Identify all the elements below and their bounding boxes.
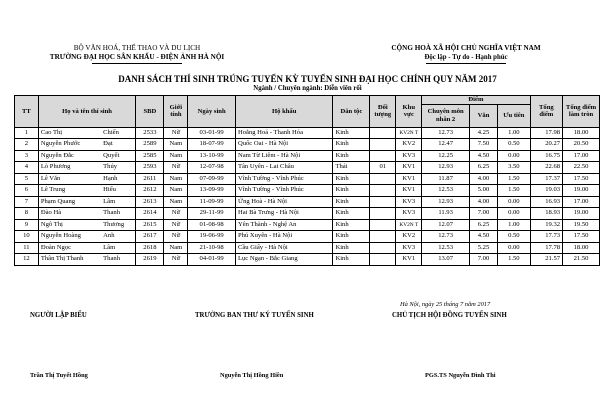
cell-total-score: 22.68 — [530, 162, 563, 174]
col-hometown: Hộ khẩu — [235, 96, 333, 128]
table-row — [15, 254, 600, 266]
cell-row-number: 4 — [15, 162, 39, 174]
cell-total-score: 19.03 — [530, 185, 563, 197]
cell-hometown: Cầu Giấy - Hà Nội — [235, 242, 333, 254]
cell-first-name: Lâm — [101, 196, 136, 208]
cell-literature-score: 6.25 — [469, 162, 497, 174]
col-score-group: Điểm — [422, 96, 530, 105]
cell-ethnicity: Kinh — [333, 173, 370, 185]
cell-literature-score: 7.00 — [469, 208, 497, 220]
cell-major-score: 11.87 — [422, 173, 470, 185]
cell-bonus-score: 0.50 — [498, 139, 531, 151]
motto: Độc lập - Tự do - Hạnh phúc — [424, 54, 508, 61]
cell-last-name: Nguyễn Phước — [38, 139, 101, 151]
cell-gender: Nữ — [164, 127, 188, 139]
cell-row-number: 8 — [15, 208, 39, 220]
document-date: Hà Nội, ngày 25 tháng 7 năm 2017 — [400, 301, 491, 308]
cell-last-name: Cao Thị — [38, 127, 101, 139]
cell-ethnicity: Kinh — [333, 231, 370, 243]
cell-first-name: Lâm — [101, 242, 136, 254]
cell-total-score: 20.27 — [530, 139, 563, 151]
cell-row-number: 1 — [15, 127, 39, 139]
cell-rounded-score: 20.50 — [563, 139, 600, 151]
cell-gender: Nam — [164, 150, 188, 162]
cell-date-of-birth: 04-01-99 — [188, 254, 236, 266]
cell-region: KV3 — [396, 208, 422, 220]
cell-hometown: Yên Thành - Nghệ An — [235, 219, 333, 231]
cell-total-score: 17.73 — [530, 231, 563, 243]
cell-gender: Nữ — [164, 162, 188, 174]
cell-candidate-number: 2612 — [136, 185, 164, 197]
cell-first-name: Thương — [101, 219, 136, 231]
cell-major-score: 12.07 — [422, 219, 470, 231]
cell-total-score: 19.32 — [530, 219, 563, 231]
cell-region: KV2N T — [396, 127, 422, 139]
cell-hometown: Vĩnh Tường - Vĩnh Phúc — [235, 185, 333, 197]
table-row — [15, 139, 600, 151]
signer-name-preparer: Trần Thị Tuyết Hồng — [30, 372, 88, 379]
cell-total-score: 16.93 — [530, 196, 563, 208]
col-tt: TT — [15, 96, 39, 128]
cell-gender: Nam — [164, 196, 188, 208]
col-region: Khu vực — [396, 96, 422, 128]
cell-date-of-birth: 03-01-99 — [188, 127, 236, 139]
cell-rounded-score: 19.00 — [563, 185, 600, 197]
cell-literature-score: 5.25 — [469, 242, 497, 254]
cell-major-score: 11.93 — [422, 208, 470, 220]
cell-candidate-number: 2533 — [136, 127, 164, 139]
cell-region: KV2 — [396, 231, 422, 243]
cell-hometown: Hoằng Hoá - Thanh Hóa — [235, 127, 333, 139]
cell-first-name: Thanh — [101, 208, 136, 220]
cell-bonus-score: 1.50 — [498, 185, 531, 197]
cell-gender: Nam — [164, 242, 188, 254]
cell-region: KV3 — [396, 196, 422, 208]
signer-name-chairman: PGS.TS Nguyễn Đình Thi — [425, 372, 496, 379]
col-ethnic: Dân tộc — [333, 96, 370, 128]
table-row — [15, 150, 600, 162]
cell-row-number: 12 — [15, 254, 39, 266]
cell-first-name: Quyết — [101, 150, 136, 162]
cell-priority-group: 01 — [370, 162, 396, 174]
cell-gender: Nữ — [164, 254, 188, 266]
cell-priority-group — [370, 254, 396, 266]
cell-ethnicity: Kinh — [333, 127, 370, 139]
cell-region: KV2N T — [396, 219, 422, 231]
cell-rounded-score: 22.50 — [563, 162, 600, 174]
cell-candidate-number: 2589 — [136, 139, 164, 151]
cell-region: KV2 — [396, 139, 422, 151]
signer-name-secretary: Nguyễn Thị Hồng Hiền — [220, 372, 284, 379]
table-row — [15, 242, 600, 254]
cell-priority-group — [370, 231, 396, 243]
cell-region: KV3 — [396, 242, 422, 254]
cell-date-of-birth: 01-08-98 — [188, 219, 236, 231]
cell-ethnicity: Thái — [333, 162, 370, 174]
cell-bonus-score: 1.50 — [498, 173, 531, 185]
cell-region: KV3 — [396, 150, 422, 162]
header-row — [15, 96, 600, 105]
col-rounded: Tổng điểm làm tròn — [563, 96, 600, 128]
cell-rounded-score: 21.50 — [563, 254, 600, 266]
cell-ethnicity: Kinh — [333, 139, 370, 151]
col-gender: Giới tính — [164, 96, 188, 128]
table-row — [15, 173, 600, 185]
cell-ethnicity: Kinh — [333, 254, 370, 266]
cell-last-name: Đào Hà — [38, 208, 101, 220]
cell-candidate-number: 2593 — [136, 162, 164, 174]
cell-last-name: Thân Thị Thanh — [38, 254, 101, 266]
cell-major-score: 12.93 — [422, 162, 470, 174]
header-right-rule — [426, 63, 506, 64]
signature-title-chairman: CHỦ TỊCH HỘI ĐỒNG TUYỂN SINH — [392, 312, 507, 319]
cell-candidate-number: 2585 — [136, 150, 164, 162]
cell-last-name: Ngô Thị — [38, 219, 101, 231]
cell-bonus-score: 0.00 — [498, 150, 531, 162]
cell-gender: Nữ — [164, 219, 188, 231]
table-row — [15, 196, 600, 208]
cell-priority-group — [370, 185, 396, 197]
cell-first-name: Đạt — [101, 139, 136, 151]
cell-ethnicity: Kinh — [333, 185, 370, 197]
cell-priority-group — [370, 219, 396, 231]
cell-major-score: 12.53 — [422, 242, 470, 254]
cell-row-number: 3 — [15, 150, 39, 162]
cell-date-of-birth: 19-06-99 — [188, 231, 236, 243]
cell-last-name: Phạm Quang — [38, 196, 101, 208]
cell-priority-group — [370, 150, 396, 162]
cell-candidate-number: 2618 — [136, 242, 164, 254]
cell-rounded-score: 18.00 — [563, 127, 600, 139]
cell-literature-score: 4.00 — [469, 196, 497, 208]
cell-region: KV1 — [396, 254, 422, 266]
col-total: Tổng điểm — [530, 96, 563, 128]
document-subtitle: Ngành / Chuyên ngành: Diễn viên rối — [253, 85, 362, 92]
col-name: Họ và tên thí sinh — [38, 96, 135, 128]
cell-date-of-birth: 12-07-98 — [188, 162, 236, 174]
col-bonus: Ưu tiên — [498, 104, 531, 127]
cell-row-number: 7 — [15, 196, 39, 208]
table-row — [15, 162, 600, 174]
cell-row-number: 6 — [15, 185, 39, 197]
cell-ethnicity: Kinh — [333, 196, 370, 208]
cell-major-score: 12.25 — [422, 150, 470, 162]
cell-first-name: Hạnh — [101, 173, 136, 185]
cell-first-name: Hiếu — [101, 185, 136, 197]
cell-rounded-score: 17.50 — [563, 231, 600, 243]
cell-gender: Nam — [164, 139, 188, 151]
cell-last-name: Lê Văn — [38, 173, 101, 185]
header-left — [22, 44, 252, 64]
cell-hometown: Hai Bà Trưng - Hà Nội — [235, 208, 333, 220]
col-sbd: SBD — [136, 96, 164, 128]
cell-row-number: 5 — [15, 173, 39, 185]
cell-candidate-number: 2615 — [136, 219, 164, 231]
cell-hometown: Vĩnh Tường - Vĩnh Phúc — [235, 173, 333, 185]
cell-first-name: Thúy — [101, 162, 136, 174]
table-row — [15, 127, 600, 139]
cell-region: KV1 — [396, 173, 422, 185]
cell-bonus-score: 1.00 — [498, 219, 531, 231]
signature-title-preparer: NGƯỜI LẬP BIỂU — [30, 312, 87, 319]
cell-candidate-number: 2619 — [136, 254, 164, 266]
cell-priority-group — [370, 196, 396, 208]
cell-literature-score: 4.50 — [469, 231, 497, 243]
cell-hometown: Ứng Hoà - Hà Nội — [235, 196, 333, 208]
cell-hometown: Tân Uyên - Lai Châu — [235, 162, 333, 174]
cell-row-number: 9 — [15, 219, 39, 231]
cell-row-number: 11 — [15, 242, 39, 254]
cell-literature-score: 7.00 — [469, 254, 497, 266]
cell-date-of-birth: 21-10-98 — [188, 242, 236, 254]
school-name: TRƯỜNG ĐẠI HỌC SÂN KHẤU - ĐIỆN ẢNH HÀ NỘI — [49, 53, 225, 61]
table-row — [15, 231, 600, 243]
cell-bonus-score: 0.00 — [498, 196, 531, 208]
cell-candidate-number: 2613 — [136, 196, 164, 208]
cell-bonus-score: 1.00 — [498, 127, 531, 139]
cell-priority-group — [370, 139, 396, 151]
cell-rounded-score: 18.00 — [563, 242, 600, 254]
cell-last-name: Nguyễn Hoàng — [38, 231, 101, 243]
signature-title-secretary: TRƯỞNG BAN THƯ KÝ TUYỂN SINH — [195, 312, 314, 319]
cell-row-number: 10 — [15, 231, 39, 243]
cell-last-name: Lê Trung — [38, 185, 101, 197]
cell-gender: Nam — [164, 173, 188, 185]
cell-bonus-score: 3.50 — [498, 162, 531, 174]
cell-date-of-birth: 07-09-99 — [188, 173, 236, 185]
cell-candidate-number: 2614 — [136, 208, 164, 220]
cell-last-name: Nguyễn Đắc — [38, 150, 101, 162]
cell-rounded-score: 17.00 — [563, 196, 600, 208]
cell-rounded-score: 19.00 — [563, 208, 600, 220]
cell-ethnicity: Kinh — [333, 242, 370, 254]
cell-hometown: Lục Ngạn - Bắc Giang — [235, 254, 333, 266]
cell-total-score: 17.37 — [530, 173, 563, 185]
cell-literature-score: 5.00 — [469, 185, 497, 197]
table-row — [15, 208, 600, 220]
cell-gender: Nữ — [164, 208, 188, 220]
cell-bonus-score: 0.00 — [498, 208, 531, 220]
cell-region: KV1 — [396, 162, 422, 174]
cell-literature-score: 4.00 — [469, 173, 497, 185]
cell-priority-group — [370, 208, 396, 220]
header-right — [336, 44, 596, 64]
cell-bonus-score: 0.50 — [498, 231, 531, 243]
cell-hometown: Quốc Oai - Hà Nội — [235, 139, 333, 151]
cell-literature-score: 7.50 — [469, 139, 497, 151]
cell-gender: Nữ — [164, 231, 188, 243]
cell-major-score: 12.47 — [422, 139, 470, 151]
cell-ethnicity: Kinh — [333, 150, 370, 162]
country-name: CỘNG HOÀ XÃ HỘI CHỦ NGHĨA VIỆT NAM — [391, 44, 541, 52]
table-row — [15, 219, 600, 231]
cell-major-score: 12.73 — [422, 231, 470, 243]
cell-first-name: Chiến — [101, 127, 136, 139]
cell-bonus-score: 0.00 — [498, 242, 531, 254]
cell-total-score: 17.98 — [530, 127, 563, 139]
header-left-rule — [92, 63, 182, 64]
cell-hometown: Phú Xuyên - Hà Nội — [235, 231, 333, 243]
cell-ethnicity: Kinh — [333, 208, 370, 220]
cell-date-of-birth: 13-09-99 — [188, 185, 236, 197]
cell-gender: Nam — [164, 185, 188, 197]
cell-last-name: Đoàn Ngọc — [38, 242, 101, 254]
cell-date-of-birth: 29-11-99 — [188, 208, 236, 220]
cell-major-score: 13.07 — [422, 254, 470, 266]
cell-candidate-number: 2617 — [136, 231, 164, 243]
cell-first-name: Anh — [101, 231, 136, 243]
cell-literature-score: 4.50 — [469, 150, 497, 162]
cell-date-of-birth: 13-10-99 — [188, 150, 236, 162]
table-row — [15, 185, 600, 197]
cell-region: KV1 — [396, 185, 422, 197]
cell-major-score: 12.93 — [422, 196, 470, 208]
cell-priority-group — [370, 173, 396, 185]
col-major-score: Chuyên môn nhân 2 — [422, 104, 470, 127]
cell-date-of-birth: 18-07-99 — [188, 139, 236, 151]
results-table — [14, 95, 600, 266]
cell-rounded-score: 17.50 — [563, 173, 600, 185]
cell-total-score: 18.93 — [530, 208, 563, 220]
col-dob: Ngày sinh — [188, 96, 236, 128]
cell-literature-score: 4.25 — [469, 127, 497, 139]
cell-last-name: Lò Phương — [38, 162, 101, 174]
ministry-name: BỘ VĂN HOÁ, THỂ THAO VÀ DU LỊCH — [73, 44, 201, 52]
cell-ethnicity: Kinh — [333, 219, 370, 231]
document-title: DANH SÁCH THÍ SINH TRÚNG TUYỂN KỲ TUYỂN SINH ĐẠI HỌC CHÍNH QUY NĂM 2017 — [118, 74, 497, 84]
cell-total-score: 17.78 — [530, 242, 563, 254]
cell-candidate-number: 2611 — [136, 173, 164, 185]
cell-rounded-score: 17.00 — [563, 150, 600, 162]
col-literature: Văn — [469, 104, 497, 127]
cell-rounded-score: 19.50 — [563, 219, 600, 231]
cell-total-score: 16.75 — [530, 150, 563, 162]
cell-bonus-score: 1.50 — [498, 254, 531, 266]
cell-first-name: Thanh — [101, 254, 136, 266]
cell-major-score: 12.53 — [422, 185, 470, 197]
cell-date-of-birth: 11-09-99 — [188, 196, 236, 208]
cell-major-score: 12.73 — [422, 127, 470, 139]
cell-literature-score: 6.25 — [469, 219, 497, 231]
cell-hometown: Nam Từ Liêm - Hà Nội — [235, 150, 333, 162]
cell-row-number: 2 — [15, 139, 39, 151]
cell-total-score: 21.57 — [530, 254, 563, 266]
col-priority: Đối tượng — [370, 96, 396, 128]
cell-priority-group — [370, 127, 396, 139]
cell-priority-group — [370, 242, 396, 254]
